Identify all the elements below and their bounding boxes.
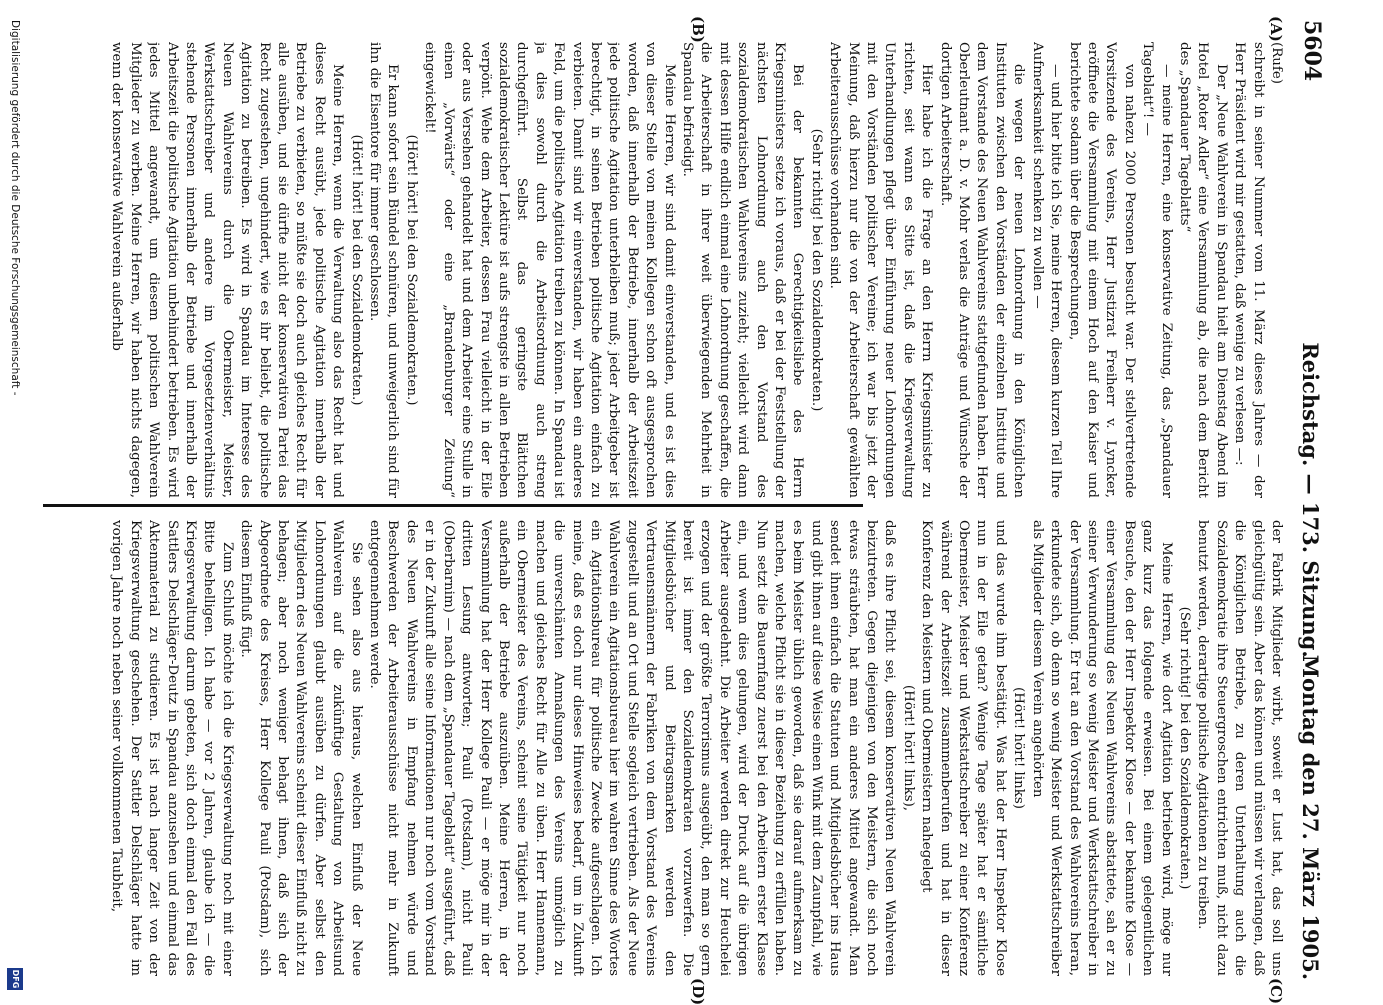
paragraph: — und hier bitte ich Sie, meine Herren, diesem kurzen Teil Ihre Aufmerksamkeit schenken zu wollen —	[1029, 42, 1064, 498]
paragraph: Meine Herren, wie dort Agitation betrieben wird, möge nur ganz kurz das folgende erweisen. Bei einem gelegentlichen Besuche, den der Herr Inspektor Klose — der bekannte Klose — einer Versammlung des Neuen Wahlvereins abstattete, sah er zu seiner Verwunderung so wenig Meister und Werkstattschreiber in der Versammlung. Er trat an den Vorstand des Wahlvereins heran, erkundete sich, ob denn so wenig Meister und Werkstattschreiber als Mitglieder diesem Verein angehörten	[1029, 520, 1174, 976]
paragraph: (Rufe)	[1269, 42, 1284, 85]
interjection: (Hört! hört! bei den Sozialdemokraten.)	[403, 134, 419, 406]
paragraph: die wegen der neuen Lohnordnung in den Königlichen Instituten zwischen den Vorständen der einzelnen Institute und dem Vorstande des Neuen Wahlvereins stattgefunden haben. Herr Oberleutnant a. D. v. Mohr verlas die Anträge und Wünsche der dortigen Arbeiterschaft.	[937, 42, 1027, 498]
interjection: (Sehr richtig! bei den Sozialdemokraten.)	[1176, 606, 1192, 890]
margin-letter-b: (B)	[689, 16, 707, 43]
paragraph: Meine Herren, wenn die Verwaltung also das Recht hat und dieses Recht ausübt, jede politische Agitation innerhalb der Betriebe zu verbieten, so müßte sie doch auch gleiches Recht für alle ausüben, und sie dürfte nicht der konservativen Partei das Recht zugestehen, ungehindert, wie es ihr beliebt, die politische Agitation zu betreiben. Es wird in Spandau im Interesse des Neuen Wahlvereins durch die Obermeister, Meister, Werkstattschreiber und andere im Vorgesetztenverhältnis stehende Personen innerhalb der Betriebe und innerhalb der Arbeitszeit die politische Agitation unbehindert betrieben. Es wird jedes Mittel angewandt, um diesem politischen Wahlverein Mitglieder zu werben. Meine Herren, wir haben nichts dagegen, wenn der konservative Wahlverein außerhalb	[109, 42, 346, 498]
paragraph: Er kann sofort sein Bündel schnüren, und unweigerlich sind für ihn die Eisentore für immer geschlossen.	[367, 42, 401, 498]
interjection: (Hört! hört! links)	[1011, 687, 1027, 809]
right-column	[70, 520, 1285, 976]
margin-letter-d: (D)	[689, 978, 707, 1005]
page-header	[1289, 20, 1325, 980]
page-number: 5604	[1299, 20, 1325, 82]
page-title: Reichstag. — 173. Sitzung.	[1298, 342, 1323, 658]
paragraph: Zum Schluß möchte ich die Kriegsverwaltung noch mit einer Bitte behelligen. Ich habe — vor 2 Jahren, glaube ich — die Kriegsverwaltung darum gebeten, sich doch einmal den Fall des Sattlers Delschläger-Deutz in Spandau anzusehen und einmal das Aktenmaterial zu studieren. Es ist nach langer Zeit von der Kriegsverwaltung geschehen. Der Sattler Delschläger hatte im vorigen Jahre noch neben seiner vollkommenen Taubheit,	[109, 520, 235, 976]
paragraph: — meine Herren, eine konservative Zeitung, das „Spandauer Tageblatt“! —	[1140, 42, 1174, 498]
paragraph: Bei der bekannten Gerechtigkeitsliebe des Herrn Kriegsministers setze ich voraus, daß er bei der Feststellung der nächsten Lohnordnung auch den Vorstand des sozialdemokratischen Wahlvereins zuzieht; vielleicht wird dann mit dessen Hilfe endlich einmal eine Lohnordnung geschaffen, die die Arbeiterschaft in ihrer weit überwiegenden Mehrheit in Spandau befriedigt.	[680, 42, 806, 498]
column-divider	[43, 504, 863, 507]
left-column	[70, 42, 1285, 498]
paragraph: der Fabrik Mitglieder wirbt, soweit er Lust hat, das soll uns gleichgültig sein. Aber das können und müssen wir verlangen, daß die Königlichen Betriebe, zu deren Unterhaltung auch die Sozialdemokratie ihre Steuergroschen entrichten muß, nicht dazu benutzt werden, derartige politische Agitationen zu treiben.	[1195, 520, 1284, 976]
margin-letter-c: (C)	[1267, 978, 1285, 1005]
paragraph: Hier habe ich die Frage an den Herrn Kriegsminister zu richten, seit wann es Sitte ist, daß die Kriegsverwaltung Unterhandlungen pflegt über Einführung neuer Lohnordnungen mit den Vorständen politischer Vereine; ich war bis jetzt der Meinung, daß hierzu nur die von der Arbeiterschaft gewählten Arbeiterausschüsse vorhanden sind.	[827, 42, 935, 498]
paragraph: von nahezu 2000 Personen besucht war. Der stellvertretende Vorsitzende des Vereins, Herr Justizrat Freiherr v. Lyncker, eröffnete die Versammlung mit einem Hoch auf den Kaiser und berichtete sodann über die Besprechungen,	[1066, 42, 1137, 498]
page-footer	[3, 0, 23, 1000]
interjection: (Hört! hört! bei den Sozialdemokraten.)	[348, 134, 364, 406]
paragraph: und das wurde ihm bestätigt. Was hat der Herr Inspektor Klose nun in der Eile getan? Wenige Tage später hat er sämtliche Obermeister, Meister und Werkstattschreiber zu einer Konferenz während der Arbeitszeit zusammenberufen und hat in dieser Konferenz den Meistern und Obermeistern nahegelegt	[919, 520, 1008, 976]
paragraph: daß es ihre Pflicht sei, diesem konservativen Neuen Wahlverein beizutreten. Gegen diejenigen von den Meistern, die sich noch etwas sträubten, hat man ein anderes Mittel angewandt. Man sendet ihnen einfach die Statuten und Mitgliedsbücher ins Haus und gibt ihnen auf diese Weise einen Wink mit dem Zaunpfahl, wie es beim Meister üblich geworden, daß sie darauf aufmerksam zu machen, welche Pflicht sie in dieser Beziehung zu erfüllen haben. Nun setzt die Bauernfang zuerst bei den Arbeitern erster Klasse ein, und wenn dies gelungen, wird der Druck auf die übrigen Arbeiter ausgedehnt. Die Arbeiter werden direkt zur Heuchelei erzogen und der größte Terrorismus ausgeübt, den man so gern bereit ist immer den Sozialdemokraten vorzuwerfen. Die Mitgliedsbücher und Beitragsmarken werden den Vertrauensmännern der Fabriken von dem Vorstand des Vereins zugestellt und an Ort und Stelle sogleich vertrieben. Als der Neue Wahlverein ein Agitationsbureau hier im wahren Sinne des Wortes ein Agitationsbureau für politische Zwecke aufgeschlagen. Ich meine, daß es doch nur dieses Hinweises bedarf, um in Zukunft die unverschämten Anmaßungen des Vereins unmöglich zu machen und gleiches Recht für Alle zu üben. Herr Hannemann, ein Obermeister des Vereins, scheint seine Tätigkeit nur noch außerhalb der Betriebe auszuüben. Meine Herren, in der Versammlung hat der Herr Kollege Pauli — er möge mir in der dritten Lesung antworten; Pauli (Potsdam), nicht Pauli (Oberbarnim) — nach dem „Spandauer Tageblatt“ ausgeführt, daß er in der Zukunft alle seine Informationen nur noch vom Vorstand des Neuen Wahlvereins in Empfang nehmen würde und Beschwerden der Arbeiterausschüsse nicht mehr in Zukunft entgegennehmen werde.	[367, 520, 898, 976]
paragraph: Sie sehen also aus hieraus, welchen Einfluß der Neue Wahlverein auf die zukünftige Gestaltung von Arbeitsund Lohnordnungen glaubt ausüben zu dürfen. Aber selbst den Mitgliedern des Neuen Wahlvereins scheint dieser Einfluß nicht zu behagen; aber noch weniger behagt ihnen, daß sich der Abgeordnete des Kreises, Herr Kollege Pauli (Potsdam), sich diesem Einfluß fügt.	[238, 520, 364, 976]
margin-letter-a: (A)	[1267, 16, 1285, 42]
dfg-logo: DFG	[7, 968, 23, 990]
session-date: Montag den 27. März 1905.	[1298, 654, 1323, 980]
interjection: (Sehr richtig! bei den Sozialdemokraten.)	[808, 128, 824, 412]
paragraph: schreibt in seiner Nummer vom 11. März dieses Jahres — der Herr Präsident wird mir gestatten, daß wenige zu verlesen —:	[1232, 42, 1266, 498]
interjection: (Hört! hört! links),	[900, 684, 916, 812]
paragraph: Meine Herren, wir sind damit einverstanden, und es ist dies von dieser Stelle von meinen Kollegen schon oft ausgesprochen worden, daß innerhalb der Betriebe, innerhalb der Arbeitszeit jede politische Agitation unterbleiben muß; jeder Arbeitgeber ist berechtigt, in seinen Betrieben politische Agitation einfach zu verbieten. Damit sind wir einverstanden, wir haben ein anderes Feld, um die politische Agitation treiben zu können. In Spandau ist ja dies sowohl durch die Arbeitsordnung auch streng durchgeführt. Selbst das geringste Blättchen sozialdemokratischer Lektüre ist aufs strengste in allen Betrieben verpönt. Wehe dem Arbeiter, dessen Frau vielleicht in der Eile oder aus Versehen gehandelt hat und dem Arbeiter eine Stulle in einen „Vorwärts“ oder eine „Brandenburger Zeitung“ eingewickelt!	[422, 42, 677, 498]
paragraph: Der „Neue Wahlverein in Spandau hielt am Dienstag Abend im Hotel „Roter Adler“ eine Versammlung ab, die nach dem Bericht des „Spandauer Tageblatts“	[1176, 42, 1229, 498]
digitization-note: Digitalisierung gefördert durch die Deutsche Forschungsgemeinschaft -	[9, 20, 21, 396]
